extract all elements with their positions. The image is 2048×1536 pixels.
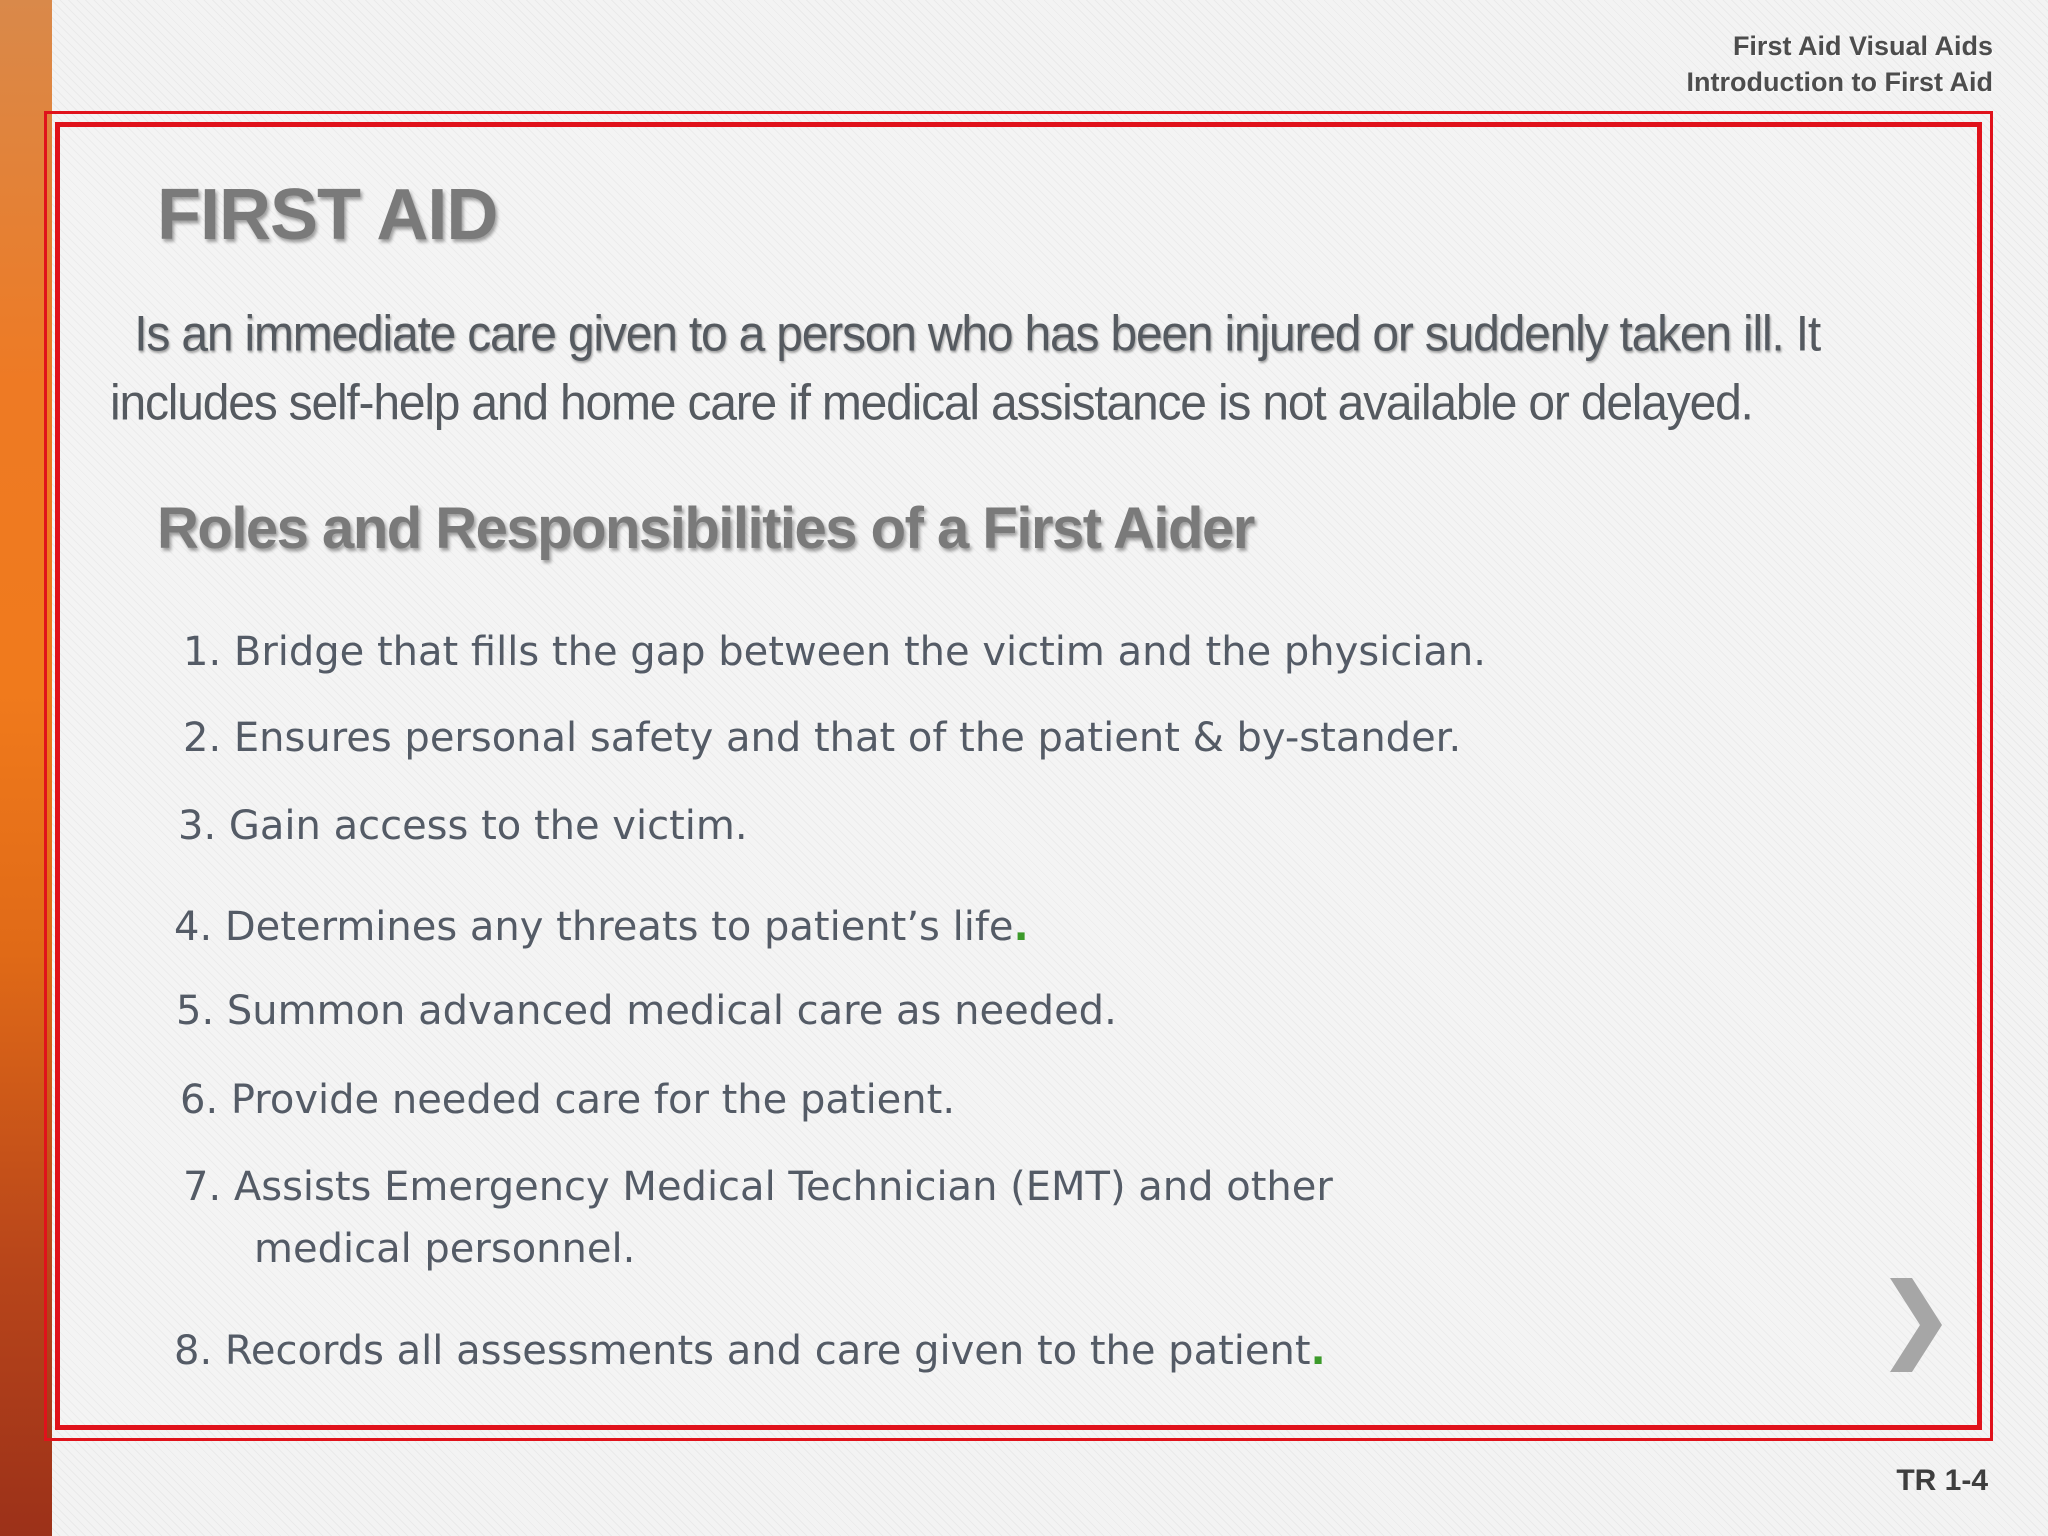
role-item-2 (183, 707, 1461, 769)
role-item-1 (183, 621, 1486, 683)
definition-text (110, 300, 1910, 439)
role-item-7 (183, 1156, 1483, 1280)
role-item-text: 8. Records all assessments and care given to the patient (174, 1328, 1311, 1374)
role-item-text-continued: medical personnel. (254, 1226, 636, 1272)
role-item-5 (176, 980, 1117, 1042)
role-item-text: 3. Gain access to the victim. (178, 803, 748, 849)
definition-part-2: It includes self-help and home care if medical assistance is not available or delayed. (110, 306, 1820, 432)
page-number: TR 1-4 (1896, 1464, 1988, 1497)
slide-header (1687, 28, 1993, 100)
role-item-3 (178, 795, 748, 857)
role-item-text: 1. Bridge that fills the gap between the victim and the physician. (183, 629, 1486, 675)
role-item-text: 4. Determines any threats to patient’s life (174, 904, 1014, 950)
role-item-period: . (1310, 1328, 1326, 1374)
role-item-8 (174, 1320, 1326, 1382)
roles-heading: Roles and Responsibilities of a First Aider (157, 496, 1254, 561)
role-item-6 (180, 1069, 955, 1131)
course-title: First Aid Visual Aids (1732, 31, 1993, 61)
role-item-period: . (1013, 904, 1029, 950)
role-item-4 (174, 896, 1029, 958)
slide-title: FIRST AID (157, 175, 498, 255)
role-item-text: 7. Assists Emergency Medical Technician (EMT) and other (183, 1164, 1333, 1210)
role-item-text: 2. Ensures personal safety and that of the patient & by-stander. (183, 715, 1462, 761)
role-item-text: 6. Provide needed care for the patient. (180, 1077, 956, 1123)
chevron-right-icon[interactable] (1886, 1270, 1946, 1380)
role-item-text: 5. Summon advanced medical care as needed. (176, 988, 1117, 1034)
definition-part-1: Is an immediate care given to a person who has been injured or suddenly taken ill. (134, 306, 1784, 362)
module-title: Introduction to First Aid (1686, 67, 1993, 97)
